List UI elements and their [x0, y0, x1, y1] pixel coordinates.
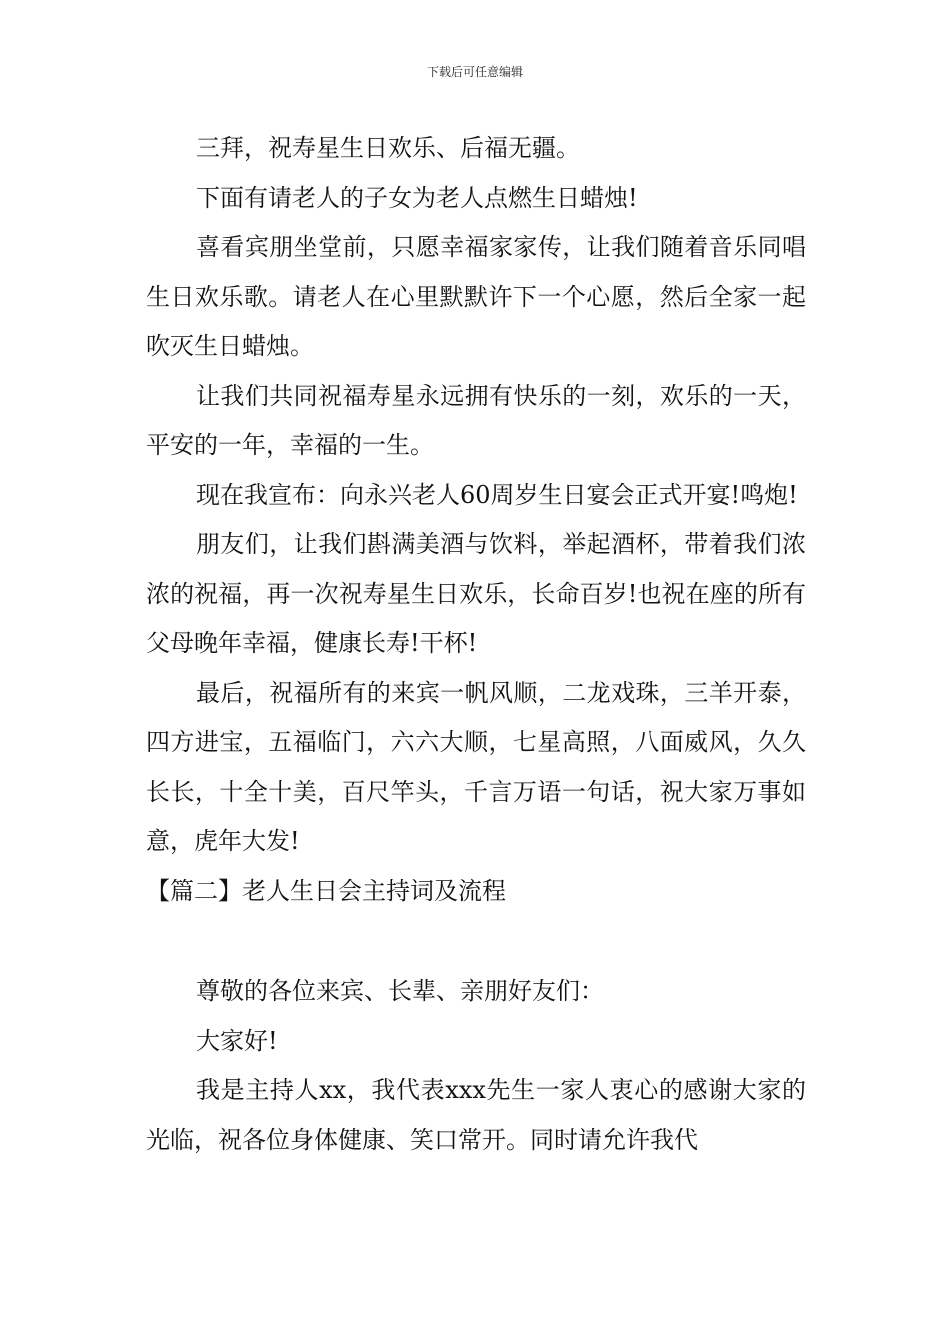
paragraph: 尊敬的各位来宾、长辈、亲朋好友们：: [196, 977, 604, 1005]
page-header: 下载后可任意编辑: [426, 65, 523, 79]
paragraph: 最后，祝福所有的来宾一帆风顺，二龙戏珠，三羊开泰，四方进宝，五福临门，六六大顺，七星高照，八面威风，久久长长，十全十美，百尺竿头，千言万语一句话，祝大家万事如意，虎年大发!: [146, 678, 806, 855]
paragraph: 下面有请老人的子女为老人点燃生日蜡烛!: [196, 183, 638, 212]
blank-line: [146, 916, 806, 967]
document-body: [146, 124, 806, 1165]
paragraph: 三拜，祝寿星生日欢乐、后福无疆。: [196, 134, 580, 162]
paragraph: 朋友们，让我们斟满美酒与饮料，举起酒杯，带着我们浓浓的祝福，再一次祝寿星生日欢乐，长命百岁!也祝在座的所有父母晚年幸福，健康长寿!干杯!: [146, 530, 806, 657]
section-heading: 【篇二】老人生日会主持词及流程: [146, 876, 506, 905]
paragraph: 喜看宾朋坐堂前，只愿幸福家家传，让我们随着音乐同唱生日欢乐歌。请老人在心里默默许下一个心愿，然后全家一起吹灭生日蜡烛。: [146, 233, 806, 360]
paragraph: 让我们共同祝福寿星永远拥有快乐的一刻，欢乐的一天，平安的一年，幸福的一生。: [146, 381, 806, 459]
paragraph: 现在我宣布：向永兴老人60周岁生日宴会正式开宴!鸣炮!: [196, 480, 798, 509]
paragraph: 大家好!: [196, 1026, 278, 1055]
paragraph: 我是主持人xx，我代表xxx先生一家人衷心的感谢大家的光临，祝各位身体健康、笑口常开。同时请允许我代: [146, 1076, 806, 1154]
